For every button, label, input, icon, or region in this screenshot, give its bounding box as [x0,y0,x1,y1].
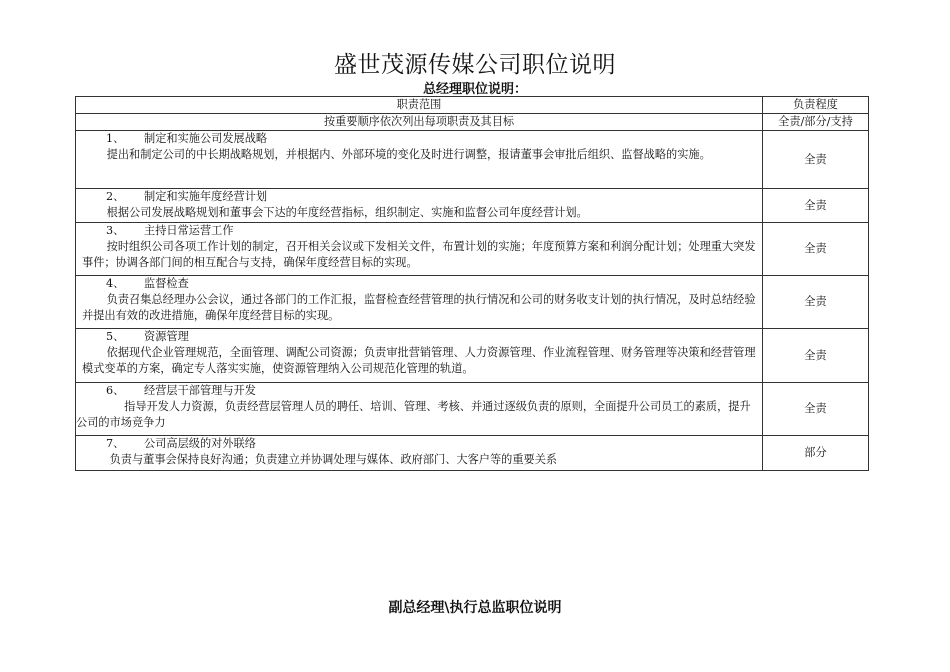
duty-cell [76,131,763,189]
duty-number: 7、 [106,437,125,450]
duty-title [76,436,762,452]
duty-degree: 全责 [763,131,869,189]
duty-degree: 全责 [763,329,869,383]
duty-description: 负责召集总经理办公会议，通过各部门的工作汇报，监督检查经营管理的执行情况和公司的财务收支计划的执行情况，及时总结经验并提出有效的改进措施，确保年度经营目标的实现。 [82,293,756,322]
table-row [76,276,869,329]
table-header-row [76,97,869,114]
duty-description: 提出和制定公司的中长期战略规划，并根据内、外部环境的变化及时进行调整，报请董事会审批后组织、监督战略的实施。 [106,148,711,161]
duty-cell [76,383,763,436]
section-title-general-manager: 总经理职位说明： [422,82,527,97]
duty-description: 按时组织公司各项工作计划的制定，召开相关会议或下发相关文件，布置计划的实施；年度预算方案和利润分配计划；处理重大突发事件；协调各部门间的相互配合与支持，确保年度经营目标的实现。 [82,240,756,269]
duty-number: 1、 [106,132,125,145]
duty-title-text: 公司高层级的对外联络 [144,437,256,450]
duty-cell [76,189,763,223]
duty-title [76,276,762,292]
duty-title [76,329,762,345]
duty-number: 3、 [106,224,125,237]
duty-degree: 全责 [763,223,869,276]
duty-number: 4、 [106,277,125,290]
table-row [76,436,869,471]
duty-description: 依据现代企业管理规范，全面管理、调配公司资源；负责审批营销管理、人力资源管理、作业流程管理、财务管理等决策和经营管理模式变革的方案，确定专人落实实施，使资源管理纳入公司规范化管理的轨道。 [82,346,756,375]
column-header-scope: 职责范围 [76,97,763,114]
duty-description: 根据公司发展战略规划和董事会下达的年度经营指标，组织制定、实施和监督公司年度经营计划。 [106,206,588,219]
duty-title [76,131,762,147]
duty-number: 2、 [106,190,125,203]
duty-cell [76,223,763,276]
duty-title-text: 监督检查 [144,277,189,290]
duty-description: 指导开发人力资源，负责经营层管理人员的聘任、培训、管理、考核、并通过逐级负责的原则，全面提升公司员工的素质，提升公司的市场竞争力 [76,400,751,429]
duty-cell [76,329,763,383]
table-subheader-row [76,114,869,131]
section-title-deputy-manager: 副总经理\执行总监职位说明 [388,600,562,616]
duty-degree: 全责 [763,276,869,329]
table-row [76,189,869,223]
duty-cell [76,436,763,471]
duty-title-text: 经营层干部管理与开发 [144,384,256,397]
column-header-degree: 负责程度 [763,97,869,114]
table-row [76,383,869,436]
duties-table [75,96,869,471]
duty-degree: 全责 [763,189,869,223]
duty-cell [76,276,763,329]
duty-title [76,223,762,239]
duty-title-text: 主持日常运营工作 [144,224,234,237]
page-title: 盛世茂源传媒公司职位说明 [334,52,616,78]
subheader-scope: 按重要顺序依次列出每项职责及其目标 [76,114,763,131]
duty-title [76,189,762,205]
subheader-degree: 全责/部分/支持 [763,114,869,131]
duty-title [76,383,762,399]
duty-degree: 部分 [763,436,869,471]
duty-title-text: 制定和实施年度经营计划 [144,190,268,203]
table-row [76,329,869,383]
duty-title-text: 制定和实施公司发展战略 [144,132,268,145]
duty-title-text: 资源管理 [144,330,189,343]
duty-number: 5、 [106,330,125,343]
duty-number: 6、 [106,384,125,397]
duty-degree: 全责 [763,383,869,436]
table-row [76,131,869,189]
table-row [76,223,869,276]
duty-description: 负责与董事会保持良好沟通；负责建立并协调处理与媒体、政府部门、大客户等的重要关系 [109,453,558,466]
